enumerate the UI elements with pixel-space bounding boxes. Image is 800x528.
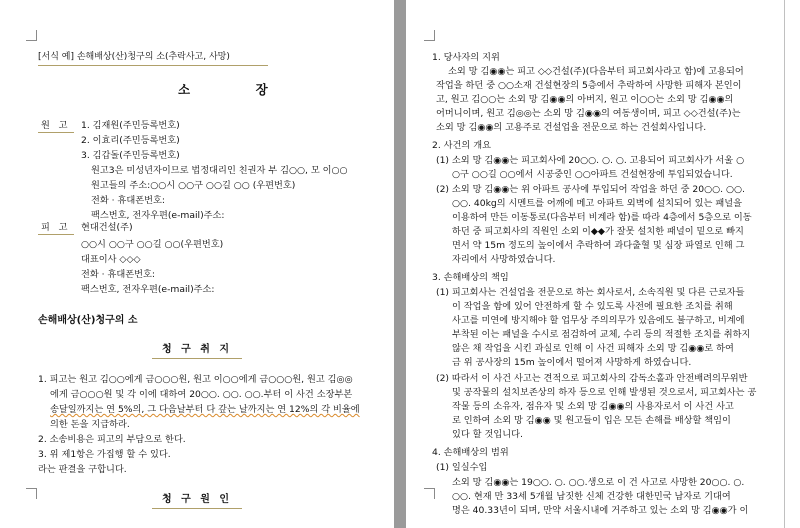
body-line: 자리에서 사망하였습니다. xyxy=(452,254,556,265)
crop-mark xyxy=(26,488,37,499)
header-underline xyxy=(38,65,268,66)
plaintiff-guardian: 원고3은 미성년자이므로 법정대리인 친권자 부 김○○, 모 이○○ xyxy=(91,165,348,176)
body-line: 있다 할 것입니다. xyxy=(452,429,523,440)
defendant-ceo: 대표이사 ◇◇◇ xyxy=(81,254,141,265)
body-line: ○○. 현재 만 33세 5개월 남짓한 신체 건강한 대한민국 남자로 기대여 xyxy=(452,491,731,502)
body-line: 및 공작물의 설치보존상의 하자 등으로 인해 발생된 것으로서, 피고회사는 공 xyxy=(452,387,757,398)
plaintiff-3: 3. 김갑돌(주민등록번호) xyxy=(81,150,180,161)
claim-line: 에게 금○○○원 및 각 이에 대하여 20○○. ○○. ○○.부터 이 사건 소장부본 xyxy=(50,389,353,400)
body-line: 부착된 이는 패널을 수시로 점검하여 교체, 수리 등의 적절한 조치를 취하지 xyxy=(452,329,751,340)
claim-line: 라는 판결을 구합니다. xyxy=(38,464,127,475)
claim-line: 3. 위 제1항은 가집행 할 수 있다. xyxy=(38,449,171,460)
body-line: ○○. 40kg의 시멘트를 어깨에 메고 아파트 외벽에 설치되어 있는 패널을 xyxy=(452,198,742,209)
section-heading: 1. 당사자의 지위 xyxy=(432,52,500,63)
body-line: 소외 망 김◉◉의 고용주로 건설업을 전문으로 하는 건설회사입니다. xyxy=(436,122,707,133)
plaintiff-fax-email: 팩스번호, 전자우편(e-mail)주소: xyxy=(91,210,225,221)
body-line: 사고를 미연에 방지해야 할 업무상 주의의무가 있음에도 불구하고, 비계에 xyxy=(452,315,745,326)
claim-line: 의한 돈을 지급하라. xyxy=(50,419,130,430)
body-line: ○구 ○○길 ○○에서 시공중인 ○○아파트 건설현장에 투입되었습니다. xyxy=(452,169,733,180)
crop-mark xyxy=(26,30,37,41)
claim-line: 송달일까지는 연 5%의, 그 다음날부터 다 갚는 날까지는 연 12%의 각 비율에 xyxy=(50,404,360,415)
body-line: 작업을 하던 중 ○○소재 건설현장의 5층에서 추락하여 사망한 피해자 본인이 xyxy=(436,80,742,91)
plaintiff-2: 2. 이효리(주민등록번호) xyxy=(81,135,180,146)
body-line: 하던 중 피고회사의 직원인 소외 이◆◆가 잘못 설치한 패널이 밑으로 빠지 xyxy=(452,226,744,237)
body-line: 이 작업을 함에 있어 안전하게 할 수 있도록 사전에 필요한 조치를 취해 xyxy=(452,301,733,312)
defendant-address: ○○시 ○○구 ○○길 ○○(우편번호) xyxy=(81,239,224,250)
form-header: [서식 예] 손해배상(산)청구의 소(추락사고, 사망) xyxy=(38,52,230,62)
section-heading: 3. 손해배상의 책임 xyxy=(432,272,509,283)
body-line: 고, 원고 김○○는 소외 망 김◉◉의 아버지, 원고 이○○는 소외 망 김◉◉의 xyxy=(436,94,734,105)
defendant-fax-email: 팩스번호, 전자우편(e-mail)주소: xyxy=(81,284,215,295)
plaintiff-1: 1. 김재원(주민등록번호) xyxy=(81,120,180,131)
body-line: 이용하여 만든 이동통로(다음부터 비계라 함)를 따라 4층에서 5층으로 이동 xyxy=(452,212,752,223)
body-line: (1) 소외 망 김◉◉는 피고회사에 20○○. ○. ○. 고용되어 피고회사가 서울 ○ xyxy=(436,155,745,166)
label-underline xyxy=(38,234,74,235)
section-heading: 2. 사건의 개요 xyxy=(432,140,491,151)
body-line: (1) 피고회사는 건설업을 전문으로 하는 회사로서, 소속직원 및 다른 근로자들 xyxy=(436,287,745,298)
claim-line: 1. 피고는 원고 김○○에게 금○○○원, 원고 이○○에게 금○○○원, 원고 김◎◎ xyxy=(38,374,353,385)
body-line: 않은 채 작업을 시킨 과실로 인해 이 사건 피해자 소외 망 김◉◉로 하여 xyxy=(452,343,734,354)
label-underline xyxy=(38,132,74,133)
crop-mark xyxy=(424,488,435,499)
body-line: (2) 따라서 이 사건 사고는 견적으로 피고회사의 감독소홀과 안전배려의무위반 xyxy=(436,373,748,384)
claim-cause-heading: 청 구 원 인 xyxy=(162,494,233,505)
body-line: 어머니이며, 원고 김◎◎는 소외 망 김◉◉의 여동생이며, 피고 ◇◇건설(주)는 xyxy=(436,108,741,119)
body-line: 명은 40.33년이 되며, 만약 서울시내에 거주하고 있는 소외 망 김◉◉가 이 xyxy=(452,505,749,516)
body-line: 소외 망 김◉◉는 19○○. ○. ○○.생으로 이 건 사고로 사망한 20○○. ○. xyxy=(452,477,745,488)
defendant-name: 현대건설(주) xyxy=(81,222,133,233)
plaintiff-phone: 전화 · 휴대폰번호: xyxy=(91,195,165,206)
heading-underline xyxy=(152,358,242,359)
plaintiff-label: 원 고 xyxy=(41,120,68,131)
case-name: 손해배상(산)청구의 소 xyxy=(38,315,138,326)
body-line: 작물 등의 소유자, 점유자 및 소외 망 김◉◉의 사용자로서 이 사건 사고 xyxy=(452,401,734,412)
document-page-left xyxy=(0,0,394,528)
body-line: 로 인하여 소외 망 김◉◉ 및 원고들이 입은 모든 손해를 배상할 책임이 xyxy=(452,415,731,426)
claim-line: 2. 소송비용은 피고의 부담으로 한다. xyxy=(38,434,186,445)
body-line: (2) 소외 망 김◉◉는 위 아파트 공사에 투입되어 작업을 하던 중 20○○. ○○. xyxy=(436,184,745,195)
page-edge xyxy=(784,0,785,528)
document-title: 소 장 xyxy=(178,82,270,97)
document-page-right xyxy=(406,0,800,528)
section-heading: 4. 손해배상의 범위 xyxy=(432,447,509,458)
defendant-label: 피 고 xyxy=(41,222,68,233)
heading-underline xyxy=(152,508,242,509)
plaintiff-address: 원고들의 주소:○○시 ○○구 ○○길 ○○ (우편번호) xyxy=(91,180,296,191)
body-line: 면서 약 15m 정도의 높이에서 추락하여 과다출혈 및 심장 파열로 인해 그 xyxy=(452,240,745,251)
defendant-phone: 전화 · 휴대폰번호: xyxy=(81,269,155,280)
claim-purpose-heading: 청 구 취 지 xyxy=(162,344,233,355)
body-line: 금 위 공사장의 15m 높이에서 떨어져 사망하게 하였습니다. xyxy=(452,357,692,368)
body-line: 소외 망 김◉◉는 피고 ◇◇건설(주)(다음부터 피고회사라고 함)에 고용되어 xyxy=(448,66,744,77)
crop-mark xyxy=(424,30,435,41)
body-line: (1) 일실수입 xyxy=(436,462,488,473)
